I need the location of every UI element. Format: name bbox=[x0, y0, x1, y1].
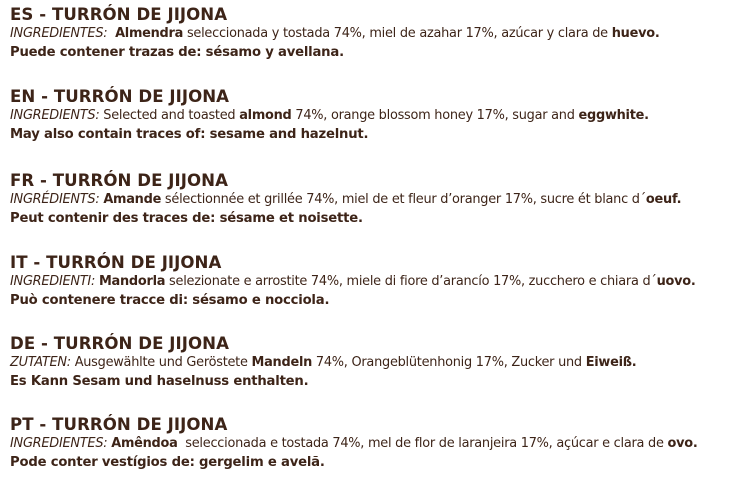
traces-line: Può contenere tracce di: sésamo e nocciola. bbox=[10, 293, 330, 308]
ingredient-highlight: huevo. bbox=[611, 26, 660, 41]
ingredients-line bbox=[10, 353, 742, 372]
ingredient-text-segment: Ausgewählte und Geröstete bbox=[70, 355, 252, 370]
ingredients-text bbox=[95, 274, 695, 289]
traces-line: Pode conter vestígios de: gergelim e avelã. bbox=[10, 455, 325, 470]
ingredient-highlight: Mandeln bbox=[251, 355, 313, 370]
ingredient-highlight: Mandorla bbox=[98, 274, 166, 289]
traces-line: Es Kann Sesam und haselnuss enthalten. bbox=[10, 374, 309, 389]
section-heading: IT - TURRÓN DE JIJONA bbox=[10, 253, 222, 272]
section-fr bbox=[10, 171, 742, 228]
ingredient-text-segment: selezionate e arrostite 74%, miele di fiore d’arancío 17%, zucchero e chiara d´ bbox=[165, 274, 657, 289]
ingredients-text bbox=[99, 108, 648, 123]
ingredients-text bbox=[71, 355, 637, 370]
ingredients-label: INGRÉDIENTS: bbox=[10, 192, 100, 207]
ingredient-highlight: Amande bbox=[103, 192, 162, 207]
ingredients-line bbox=[10, 272, 742, 291]
ingredient-highlight: oeuf. bbox=[645, 192, 682, 207]
section-it bbox=[10, 253, 742, 310]
ingredients-label: INGREDIENTES: bbox=[10, 436, 108, 451]
section-de bbox=[10, 334, 742, 391]
section-heading: FR - TURRÓN DE JIJONA bbox=[10, 171, 228, 190]
section-heading: ES - TURRÓN DE JIJONA bbox=[10, 5, 228, 24]
traces-line: May also contain traces of: sesame and hazelnut. bbox=[10, 127, 369, 142]
ingredients-label: ZUTATEN: bbox=[10, 355, 71, 370]
ingredient-text-segment bbox=[107, 26, 115, 41]
ingredient-text-segment: sélectionnée et grillée 74%, miel de et fleur d’oranger 17%, sucre ét blanc d´ bbox=[161, 192, 646, 207]
ingredients-label: INGREDIENTI: bbox=[10, 274, 96, 289]
section-es bbox=[10, 5, 742, 62]
ingredient-highlight: almond bbox=[239, 108, 292, 123]
ingredients-line bbox=[10, 24, 742, 43]
ingredient-highlight: Almendra bbox=[115, 26, 184, 41]
ingredients-text bbox=[107, 26, 659, 41]
ingredient-highlight: Amêndoa bbox=[111, 436, 178, 451]
ingredients-line bbox=[10, 190, 742, 209]
ingredients-text bbox=[99, 192, 681, 207]
ingredient-text-segment: 74%, orange blossom honey 17%, sugar and bbox=[291, 108, 579, 123]
section-heading: DE - TURRÓN DE JIJONA bbox=[10, 334, 229, 353]
section-en bbox=[10, 87, 742, 144]
ingredient-text-segment: 74%, Orangeblütenhonig 17%, Zucker und bbox=[312, 355, 586, 370]
section-heading: EN - TURRÓN DE JIJONA bbox=[10, 87, 230, 106]
traces-line: Puede contener trazas de: sésamo y avellana. bbox=[10, 45, 344, 60]
ingredients-line bbox=[10, 106, 742, 125]
section-heading: PT - TURRÓN DE JIJONA bbox=[10, 415, 228, 434]
ingredients-label: INGREDIENTES: bbox=[10, 26, 108, 41]
traces-line: Peut contenir des traces de: sésame et noisette. bbox=[10, 211, 363, 226]
ingredients-text bbox=[107, 436, 697, 451]
ingredient-highlight: eggwhite. bbox=[578, 108, 649, 123]
ingredients-line bbox=[10, 434, 742, 453]
ingredient-text-segment: Selected and toasted bbox=[99, 108, 240, 123]
ingredients-label: INGREDIENTS: bbox=[10, 108, 100, 123]
ingredient-highlight: uovo. bbox=[656, 274, 696, 289]
ingredient-highlight: ovo. bbox=[667, 436, 698, 451]
ingredient-highlight: Eiweiß. bbox=[585, 355, 637, 370]
ingredient-text-segment: seleccionada y tostada 74%, miel de azahar 17%, azúcar y clara de bbox=[183, 26, 612, 41]
section-pt bbox=[10, 415, 742, 472]
ingredient-text-segment: seleccionada e tostada 74%, mel de flor de laranjeira 17%, açúcar e clara de bbox=[177, 436, 668, 451]
